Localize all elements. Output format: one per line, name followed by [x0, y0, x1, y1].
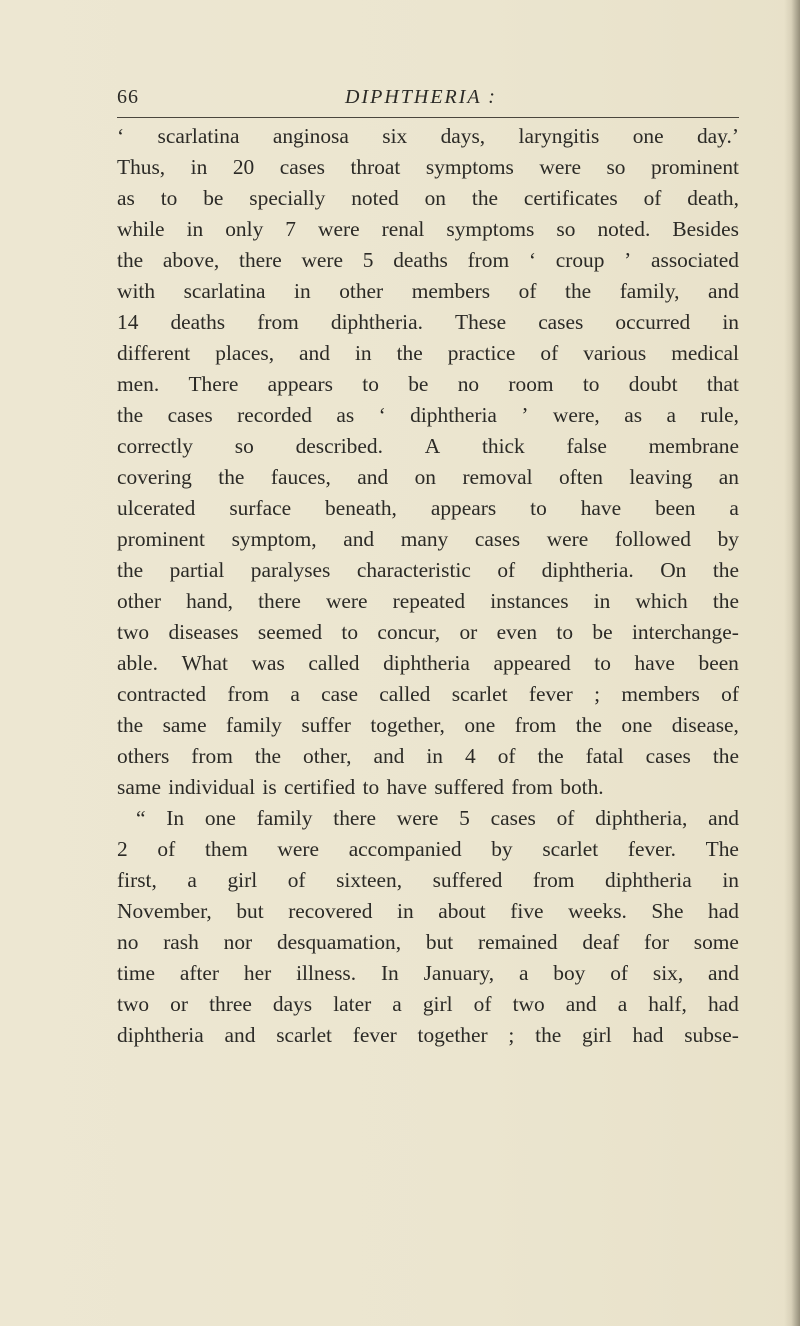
text-line: men. There appears to be no room to doubt that — [117, 372, 739, 396]
text-line: two diseases seemed to concur, or even to be interchange- — [117, 620, 739, 644]
text-line: same individual is certified to have suffered from both. — [117, 775, 604, 799]
text-line: prominent symptom, and many cases were followed by — [117, 527, 739, 551]
text-line: ulcerated surface beneath, appears to have been a — [117, 496, 739, 520]
text-line: other hand, there were repeated instances in which the — [117, 589, 739, 613]
text-line: covering the fauces, and on removal often leaving an — [117, 465, 739, 489]
text-line: different places, and in the practice of various medical — [117, 341, 739, 365]
text-line: no rash nor desquamation, but remained deaf for some — [117, 930, 739, 954]
page-edge-shadow — [784, 0, 800, 1326]
text-line: the partial paralyses characteristic of diphtheria. On the — [117, 558, 739, 582]
running-title: DIPHTHERIA : — [345, 86, 497, 108]
text-line: diphtheria and scarlet fever together ; the girl had subse- — [117, 1023, 739, 1047]
text-line: two or three days later a girl of two and a half, had — [117, 992, 739, 1016]
running-head — [117, 86, 739, 116]
page-number: 66 — [117, 86, 139, 108]
text-line: while in only 7 were renal symptoms so noted. Besides — [117, 217, 739, 241]
header-rule — [117, 117, 739, 118]
text-line: Thus, in 20 cases throat symptoms were so prominent — [117, 155, 739, 179]
text-line: “ In one family there were 5 cases of diphtheria, and — [136, 806, 739, 830]
text-line: November, but recovered in about five weeks. She had — [117, 899, 739, 923]
text-line: the same family suffer together, one from the one disease, — [117, 713, 739, 737]
text-line: ‘ scarlatina anginosa six days, laryngitis one day.’ — [117, 124, 739, 148]
text-line: time after her illness. In January, a boy of six, and — [117, 961, 739, 985]
text-line: others from the other, and in 4 of the fatal cases the — [117, 744, 739, 768]
text-line: the above, there were 5 deaths from ‘ croup ’ associated — [117, 248, 739, 272]
text-line: first, a girl of sixteen, suffered from diphtheria in — [117, 868, 739, 892]
text-line: the cases recorded as ‘ diphtheria ’ were, as a rule, — [117, 403, 739, 427]
body-text — [117, 121, 739, 1051]
text-line: correctly so described. A thick false membrane — [117, 434, 739, 458]
text-line: contracted from a case called scarlet fever ; members of — [117, 682, 739, 706]
text-line: as to be specially noted on the certificates of death, — [117, 186, 739, 210]
text-line: with scarlatina in other members of the family, and — [117, 279, 739, 303]
text-line: able. What was called diphtheria appeared to have been — [117, 651, 739, 675]
text-line: 14 deaths from diphtheria. These cases occurred in — [117, 310, 739, 334]
text-line: 2 of them were accompanied by scarlet fever. The — [117, 837, 739, 861]
